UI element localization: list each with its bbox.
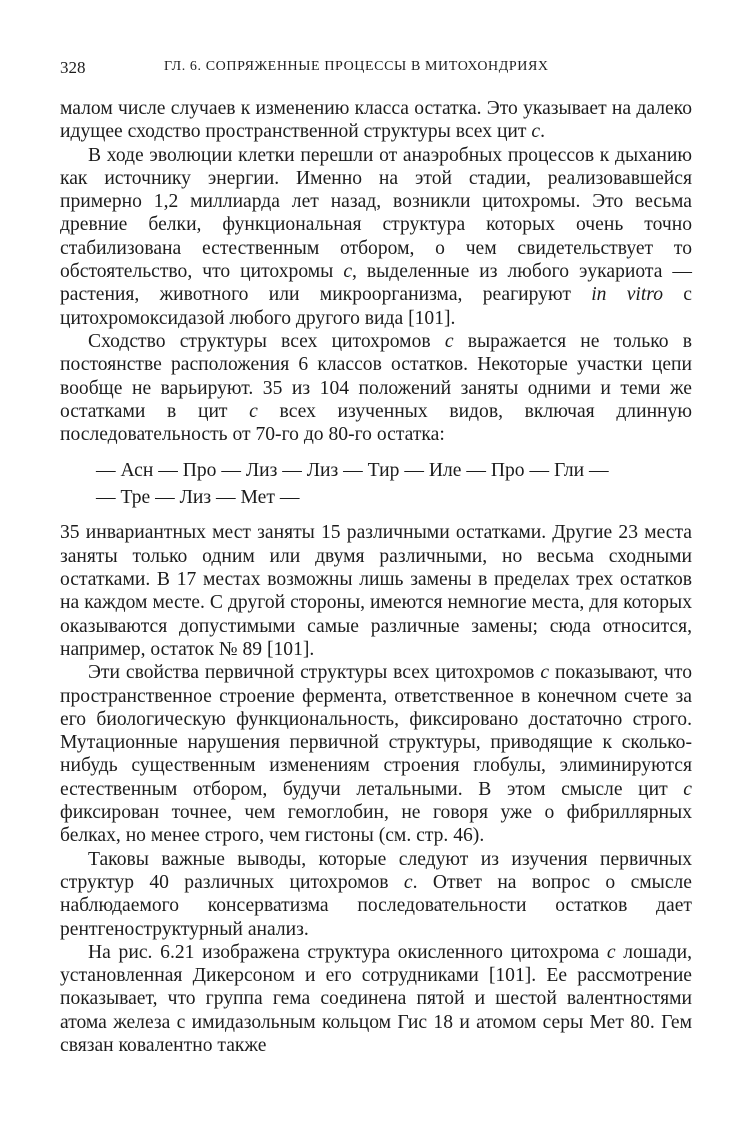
italic-in-vitro: in vitro (591, 284, 664, 306)
text-run: Сходство структуры всех цитохромов (88, 330, 445, 352)
text-run: Таковы важные выводы, которые следуют из изучения первичных структур 40 различных цитохромов (60, 848, 692, 893)
running-head (60, 58, 692, 82)
italic-c: с (249, 400, 258, 422)
paragraph-3 (60, 330, 692, 446)
text-run: малом числе случаев к изменению класса остатка. Это указывает на далеко идущее сходство пространственной структуры всех цит (60, 98, 692, 143)
italic-c: с (683, 778, 692, 800)
body-text (60, 97, 692, 1057)
paragraph-5 (60, 661, 692, 847)
text-run: , выделенные из любого эукариота — растения, животного или микроорганизма, реагируют (60, 261, 692, 306)
text-run: выражается не только в постоянстве расположения 6 классов остатков. Некоторые участки цепи вообще не варьируют. 35 из 104 положений заняты одними и теми же остатками в цит (60, 330, 692, 422)
text-run: с цитохромоксидазой любого другого вида [101]. (60, 284, 692, 329)
italic-c: с (343, 261, 353, 283)
paragraph-7 (60, 941, 692, 1057)
italic-c: с (444, 330, 454, 352)
paragraph-4 (60, 521, 692, 661)
italic-c: с (531, 121, 541, 143)
sequence-formula (96, 457, 692, 511)
paragraph-2 (60, 144, 692, 330)
paragraph-6 (60, 848, 692, 941)
text-run: лошади, установленная Дикерсоном и его сотрудниками [101]. Ее рассмотрение показывает, что группа гема соединена пятой и шестой валентностями атома железа с имидазольным кольцом Гис 18 и атомом серы Мет 80. Гем связан ковалентно также (60, 941, 692, 1056)
chapter-title: ГЛ. 6. СОПРЯЖЕННЫЕ ПРОЦЕССЫ В МИТОХОНДРИЯХ (164, 59, 549, 74)
text-run: Эти свойства первичной структуры всех цитохромов (88, 662, 541, 684)
italic-c: с (403, 871, 413, 893)
formula-line-1: — Асн — Про — Лиз — Лиз — Тир — Иле — Про — Гли — (96, 460, 609, 482)
text-run: всех изученных видов, включая длинную последовательность от 70-го до 80-го остатка: (60, 400, 692, 446)
text-run: В ходе эволюции клетки перешли от анаэробных процессов к дыханию как источнику энергии. Именно на этой стадии, реализовавшейся примерно 1,2 миллиарда лет назад, возникли цитохромы. Это весьма древние белки, функциональная структура которых очень точно стабилизована естественным отбором, о чем свидетельствует то обстоятельство, что цитохромы (60, 144, 692, 283)
paragraph-1 (60, 97, 692, 144)
text-run: показывают, что пространственное строение фермента, ответственное в конечном счете за его биологическую функциональность, фиксировано достаточно строго. Мутационные нарушения первичной структуры, приводящие к сколько-нибудь существенным изменениям строения глобулы, элиминируются естественным отбором, будучи летальными. В этом смысле цит (60, 662, 693, 800)
formula-line-2: — Тре — Лиз — Мет — (96, 487, 300, 509)
text-run: На рис. 6.21 изображена структура окисленного цитохрома (88, 941, 607, 963)
italic-c: с (606, 941, 616, 963)
text-run: . (540, 121, 545, 143)
page-number: 328 (60, 58, 86, 77)
text-run: 35 инвариантных мест заняты 15 различными остатками. Другие 23 места заняты только одним или двумя различными, но весьма сходными остатками. В 17 местах возможны лишь замены в пределах трех остатков на каждом месте. С другой стороны, имеются немногие места, для которых оказываются допустимыми самые различные замены; сюда относится, например, остаток № 89 [101]. (60, 522, 692, 660)
italic-c: с (540, 662, 550, 684)
text-run: фиксирован точнее, чем гемоглобин, не говоря уже о фибриллярных белках, но менее строго, чем гистоны (см. стр. 46). (60, 802, 692, 847)
text-run: . Ответ на вопрос о смысле наблюдаемого консерватизма последовательности остатков дает рентгеноструктурный анализ. (60, 871, 693, 940)
